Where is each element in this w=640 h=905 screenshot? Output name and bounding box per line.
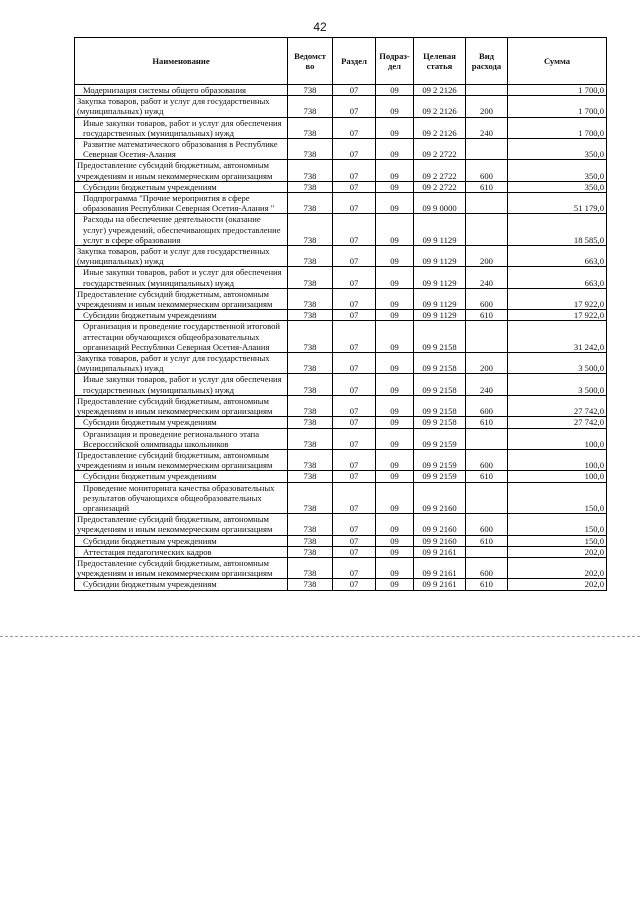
row-amount-cell: 350,0 (508, 181, 607, 192)
row-dept-cell: 738 (288, 181, 333, 192)
table-row (75, 353, 607, 374)
row-subsection-cell: 09 (376, 417, 414, 428)
row-type-cell (466, 139, 508, 160)
row-target-cell: 09 9 1129 (414, 246, 466, 267)
row-subsection-cell: 09 (376, 546, 414, 557)
row-section-cell: 07 (333, 139, 376, 160)
row-section-cell: 07 (333, 267, 376, 288)
page-number: 42 (313, 20, 327, 34)
row-amount-cell: 18 585,0 (508, 214, 607, 246)
row-amount-cell: 350,0 (508, 139, 607, 160)
row-section-cell: 07 (333, 449, 376, 470)
row-subsection-cell: 09 (376, 579, 414, 590)
row-subsection-cell: 09 (376, 514, 414, 535)
table-row (75, 514, 607, 535)
row-amount-cell: 100,0 (508, 428, 607, 449)
table-header-row (75, 38, 607, 85)
row-target-cell: 09 2 2722 (414, 160, 466, 181)
table-row (75, 449, 607, 470)
row-dept-cell: 738 (288, 449, 333, 470)
row-section-cell: 07 (333, 482, 376, 514)
row-amount-cell: 3 500,0 (508, 353, 607, 374)
table-row (75, 193, 607, 214)
table-row (75, 267, 607, 288)
row-name-cell: Проведение мониторинга качества образовательных результатов обучающихся общеобразовательных организаций (75, 482, 288, 514)
row-amount-cell: 100,0 (508, 449, 607, 470)
row-section-cell: 07 (333, 395, 376, 416)
budget-table (74, 37, 607, 591)
row-name-cell: Подпрограмма "Прочие мероприятия в сфере образования Республики Северная Осетия-Алания " (75, 193, 288, 214)
row-section-cell: 07 (333, 514, 376, 535)
table-row (75, 85, 607, 96)
row-amount-cell: 27 742,0 (508, 417, 607, 428)
row-target-cell: 09 9 2159 (414, 449, 466, 470)
row-type-cell: 200 (466, 96, 508, 117)
row-target-cell: 09 9 1129 (414, 214, 466, 246)
row-amount-cell: 100,0 (508, 471, 607, 482)
row-dept-cell: 738 (288, 267, 333, 288)
table-row (75, 417, 607, 428)
row-target-cell: 09 9 2158 (414, 321, 466, 353)
row-subsection-cell: 09 (376, 193, 414, 214)
row-section-cell: 07 (333, 428, 376, 449)
row-name-cell: Развитие математического образования в Республике Северная Осетия-Алания (75, 139, 288, 160)
row-type-cell (466, 214, 508, 246)
row-dept-cell: 738 (288, 471, 333, 482)
row-type-cell: 240 (466, 374, 508, 395)
row-target-cell: 09 9 2159 (414, 428, 466, 449)
row-section-cell: 07 (333, 160, 376, 181)
row-type-cell: 610 (466, 535, 508, 546)
row-subsection-cell: 09 (376, 374, 414, 395)
row-type-cell: 610 (466, 417, 508, 428)
table-row (75, 482, 607, 514)
row-dept-cell: 738 (288, 428, 333, 449)
row-target-cell: 09 9 1129 (414, 267, 466, 288)
row-section-cell: 07 (333, 193, 376, 214)
header-expense-type: Вид расхода (466, 38, 508, 85)
row-dept-cell: 738 (288, 321, 333, 353)
table-row (75, 117, 607, 138)
row-name-cell: Субсидии бюджетным учреждениям (75, 471, 288, 482)
row-type-cell: 200 (466, 246, 508, 267)
row-target-cell: 09 9 2161 (414, 546, 466, 557)
row-amount-cell: 663,0 (508, 246, 607, 267)
row-subsection-cell: 09 (376, 288, 414, 309)
table-row (75, 310, 607, 321)
row-type-cell: 200 (466, 353, 508, 374)
row-name-cell: Иные закупки товаров, работ и услуг для обеспечения государственных (муниципальных) нужд (75, 374, 288, 395)
row-amount-cell: 17 922,0 (508, 288, 607, 309)
row-type-cell (466, 85, 508, 96)
row-name-cell: Предоставление субсидий бюджетным, автономным учреждениям и иным некоммерческим организациям (75, 160, 288, 181)
row-amount-cell: 202,0 (508, 546, 607, 557)
row-type-cell: 600 (466, 557, 508, 578)
row-dept-cell: 738 (288, 514, 333, 535)
row-subsection-cell: 09 (376, 85, 414, 96)
row-target-cell: 09 9 2159 (414, 471, 466, 482)
row-type-cell: 600 (466, 160, 508, 181)
row-subsection-cell: 09 (376, 557, 414, 578)
table-row (75, 471, 607, 482)
row-section-cell: 07 (333, 471, 376, 482)
row-type-cell (466, 321, 508, 353)
row-subsection-cell: 09 (376, 471, 414, 482)
row-amount-cell: 663,0 (508, 267, 607, 288)
row-name-cell: Организация и проведение регионального этапа Всероссийской олимпиады школьников (75, 428, 288, 449)
row-section-cell: 07 (333, 214, 376, 246)
row-name-cell: Иные закупки товаров, работ и услуг для обеспечения государственных (муниципальных) нужд (75, 117, 288, 138)
table-row (75, 246, 607, 267)
row-type-cell: 600 (466, 288, 508, 309)
row-dept-cell: 738 (288, 395, 333, 416)
row-amount-cell: 202,0 (508, 579, 607, 590)
table-row (75, 535, 607, 546)
row-type-cell (466, 482, 508, 514)
header-section: Раздел (333, 38, 376, 85)
row-type-cell (466, 428, 508, 449)
row-subsection-cell: 09 (376, 117, 414, 138)
row-type-cell: 600 (466, 449, 508, 470)
row-type-cell: 600 (466, 514, 508, 535)
row-amount-cell: 150,0 (508, 482, 607, 514)
row-target-cell: 09 9 2158 (414, 395, 466, 416)
table-row (75, 546, 607, 557)
row-dept-cell: 738 (288, 160, 333, 181)
row-subsection-cell: 09 (376, 214, 414, 246)
row-subsection-cell: 09 (376, 449, 414, 470)
row-target-cell: 09 9 1129 (414, 310, 466, 321)
row-subsection-cell: 09 (376, 353, 414, 374)
row-type-cell: 610 (466, 181, 508, 192)
table-row (75, 428, 607, 449)
row-name-cell: Субсидии бюджетным учреждениям (75, 579, 288, 590)
page-fold-line (0, 636, 640, 637)
row-subsection-cell: 09 (376, 96, 414, 117)
row-dept-cell: 738 (288, 85, 333, 96)
row-target-cell: 09 9 2158 (414, 353, 466, 374)
row-target-cell: 09 9 2160 (414, 514, 466, 535)
row-section-cell: 07 (333, 535, 376, 546)
row-amount-cell: 3 500,0 (508, 374, 607, 395)
row-name-cell: Субсидии бюджетным учреждениям (75, 535, 288, 546)
row-dept-cell: 738 (288, 417, 333, 428)
row-name-cell: Расходы на обеспечение деятельности (оказание услуг) учреждений, обеспечивающих предоставление услуг в сфере образования (75, 214, 288, 246)
row-dept-cell: 738 (288, 193, 333, 214)
header-name: Наименование (75, 38, 288, 85)
row-target-cell: 09 2 2126 (414, 85, 466, 96)
table-row (75, 321, 607, 353)
row-section-cell: 07 (333, 579, 376, 590)
row-section-cell: 07 (333, 417, 376, 428)
row-section-cell: 07 (333, 181, 376, 192)
row-dept-cell: 738 (288, 557, 333, 578)
row-amount-cell: 150,0 (508, 514, 607, 535)
row-name-cell: Организация и проведение государственной итоговой аттестации обучающихся общеобразовательных организаций Республики Северная Осетия-Алания (75, 321, 288, 353)
row-name-cell: Предоставление субсидий бюджетным, автономным учреждениям и иным некоммерческим организациям (75, 288, 288, 309)
row-dept-cell: 738 (288, 535, 333, 546)
table-row (75, 579, 607, 590)
table-row (75, 160, 607, 181)
row-amount-cell: 51 179,0 (508, 193, 607, 214)
table-row (75, 557, 607, 578)
row-name-cell: Предоставление субсидий бюджетным, автономным учреждениям и иным некоммерческим организациям (75, 514, 288, 535)
row-name-cell: Модернизация системы общего образования (75, 85, 288, 96)
row-target-cell: 09 9 1129 (414, 288, 466, 309)
row-target-cell: 09 9 2160 (414, 535, 466, 546)
row-subsection-cell: 09 (376, 139, 414, 160)
row-target-cell: 09 2 2126 (414, 96, 466, 117)
row-subsection-cell: 09 (376, 160, 414, 181)
row-section-cell: 07 (333, 288, 376, 309)
row-dept-cell: 738 (288, 214, 333, 246)
row-name-cell: Субсидии бюджетным учреждениям (75, 181, 288, 192)
row-dept-cell: 738 (288, 374, 333, 395)
header-dept: Ведомст во (288, 38, 333, 85)
row-target-cell: 09 2 2722 (414, 139, 466, 160)
row-section-cell: 07 (333, 96, 376, 117)
row-type-cell (466, 193, 508, 214)
row-type-cell: 240 (466, 267, 508, 288)
row-amount-cell: 17 922,0 (508, 310, 607, 321)
row-section-cell: 07 (333, 117, 376, 138)
row-amount-cell: 202,0 (508, 557, 607, 578)
row-subsection-cell: 09 (376, 428, 414, 449)
row-section-cell: 07 (333, 557, 376, 578)
row-target-cell: 09 9 2158 (414, 417, 466, 428)
row-type-cell: 610 (466, 579, 508, 590)
row-dept-cell: 738 (288, 96, 333, 117)
row-dept-cell: 738 (288, 353, 333, 374)
table-row (75, 395, 607, 416)
row-subsection-cell: 09 (376, 181, 414, 192)
row-name-cell: Закупка товаров, работ и услуг для государственных (муниципальных) нужд (75, 246, 288, 267)
row-subsection-cell: 09 (376, 321, 414, 353)
row-name-cell: Аттестация педагогических кадров (75, 546, 288, 557)
row-amount-cell: 350,0 (508, 160, 607, 181)
row-dept-cell: 738 (288, 546, 333, 557)
row-target-cell: 09 2 2126 (414, 117, 466, 138)
row-type-cell: 240 (466, 117, 508, 138)
row-amount-cell: 31 242,0 (508, 321, 607, 353)
table-row (75, 96, 607, 117)
row-name-cell: Субсидии бюджетным учреждениям (75, 310, 288, 321)
row-target-cell: 09 9 2160 (414, 482, 466, 514)
header-amount: Сумма (508, 38, 607, 85)
table-row (75, 139, 607, 160)
row-section-cell: 07 (333, 353, 376, 374)
row-name-cell: Субсидии бюджетным учреждениям (75, 417, 288, 428)
row-section-cell: 07 (333, 546, 376, 557)
row-amount-cell: 150,0 (508, 535, 607, 546)
row-name-cell: Предоставление субсидий бюджетным, автономным учреждениям и иным некоммерческим организациям (75, 557, 288, 578)
row-type-cell: 610 (466, 310, 508, 321)
row-name-cell: Закупка товаров, работ и услуг для государственных (муниципальных) нужд (75, 353, 288, 374)
row-subsection-cell: 09 (376, 482, 414, 514)
row-name-cell: Предоставление субсидий бюджетным, автономным учреждениям и иным некоммерческим организациям (75, 449, 288, 470)
row-section-cell: 07 (333, 246, 376, 267)
row-amount-cell: 1 700,0 (508, 117, 607, 138)
row-section-cell: 07 (333, 321, 376, 353)
row-target-cell: 09 9 2161 (414, 557, 466, 578)
row-subsection-cell: 09 (376, 267, 414, 288)
row-subsection-cell: 09 (376, 395, 414, 416)
row-type-cell: 610 (466, 471, 508, 482)
row-dept-cell: 738 (288, 579, 333, 590)
row-section-cell: 07 (333, 85, 376, 96)
table-row (75, 288, 607, 309)
row-dept-cell: 738 (288, 139, 333, 160)
row-dept-cell: 738 (288, 310, 333, 321)
table-row (75, 181, 607, 192)
row-dept-cell: 738 (288, 117, 333, 138)
row-target-cell: 09 9 0000 (414, 193, 466, 214)
row-subsection-cell: 09 (376, 310, 414, 321)
row-dept-cell: 738 (288, 246, 333, 267)
table-row (75, 214, 607, 246)
row-dept-cell: 738 (288, 482, 333, 514)
row-section-cell: 07 (333, 374, 376, 395)
table-row (75, 374, 607, 395)
row-section-cell: 07 (333, 310, 376, 321)
row-dept-cell: 738 (288, 288, 333, 309)
row-target-cell: 09 9 2158 (414, 374, 466, 395)
table-body (75, 85, 607, 591)
row-subsection-cell: 09 (376, 246, 414, 267)
row-amount-cell: 1 700,0 (508, 96, 607, 117)
row-target-cell: 09 2 2722 (414, 181, 466, 192)
row-name-cell: Закупка товаров, работ и услуг для государственных (муниципальных) нужд (75, 96, 288, 117)
row-name-cell: Иные закупки товаров, работ и услуг для обеспечения государственных (муниципальных) нужд (75, 267, 288, 288)
row-name-cell: Предоставление субсидий бюджетным, автономным учреждениям и иным некоммерческим организациям (75, 395, 288, 416)
row-type-cell (466, 546, 508, 557)
row-type-cell: 600 (466, 395, 508, 416)
row-amount-cell: 27 742,0 (508, 395, 607, 416)
row-amount-cell: 1 700,0 (508, 85, 607, 96)
header-target: Целевая статья (414, 38, 466, 85)
row-target-cell: 09 9 2161 (414, 579, 466, 590)
row-subsection-cell: 09 (376, 535, 414, 546)
header-subsection: Подраз- дел (376, 38, 414, 85)
